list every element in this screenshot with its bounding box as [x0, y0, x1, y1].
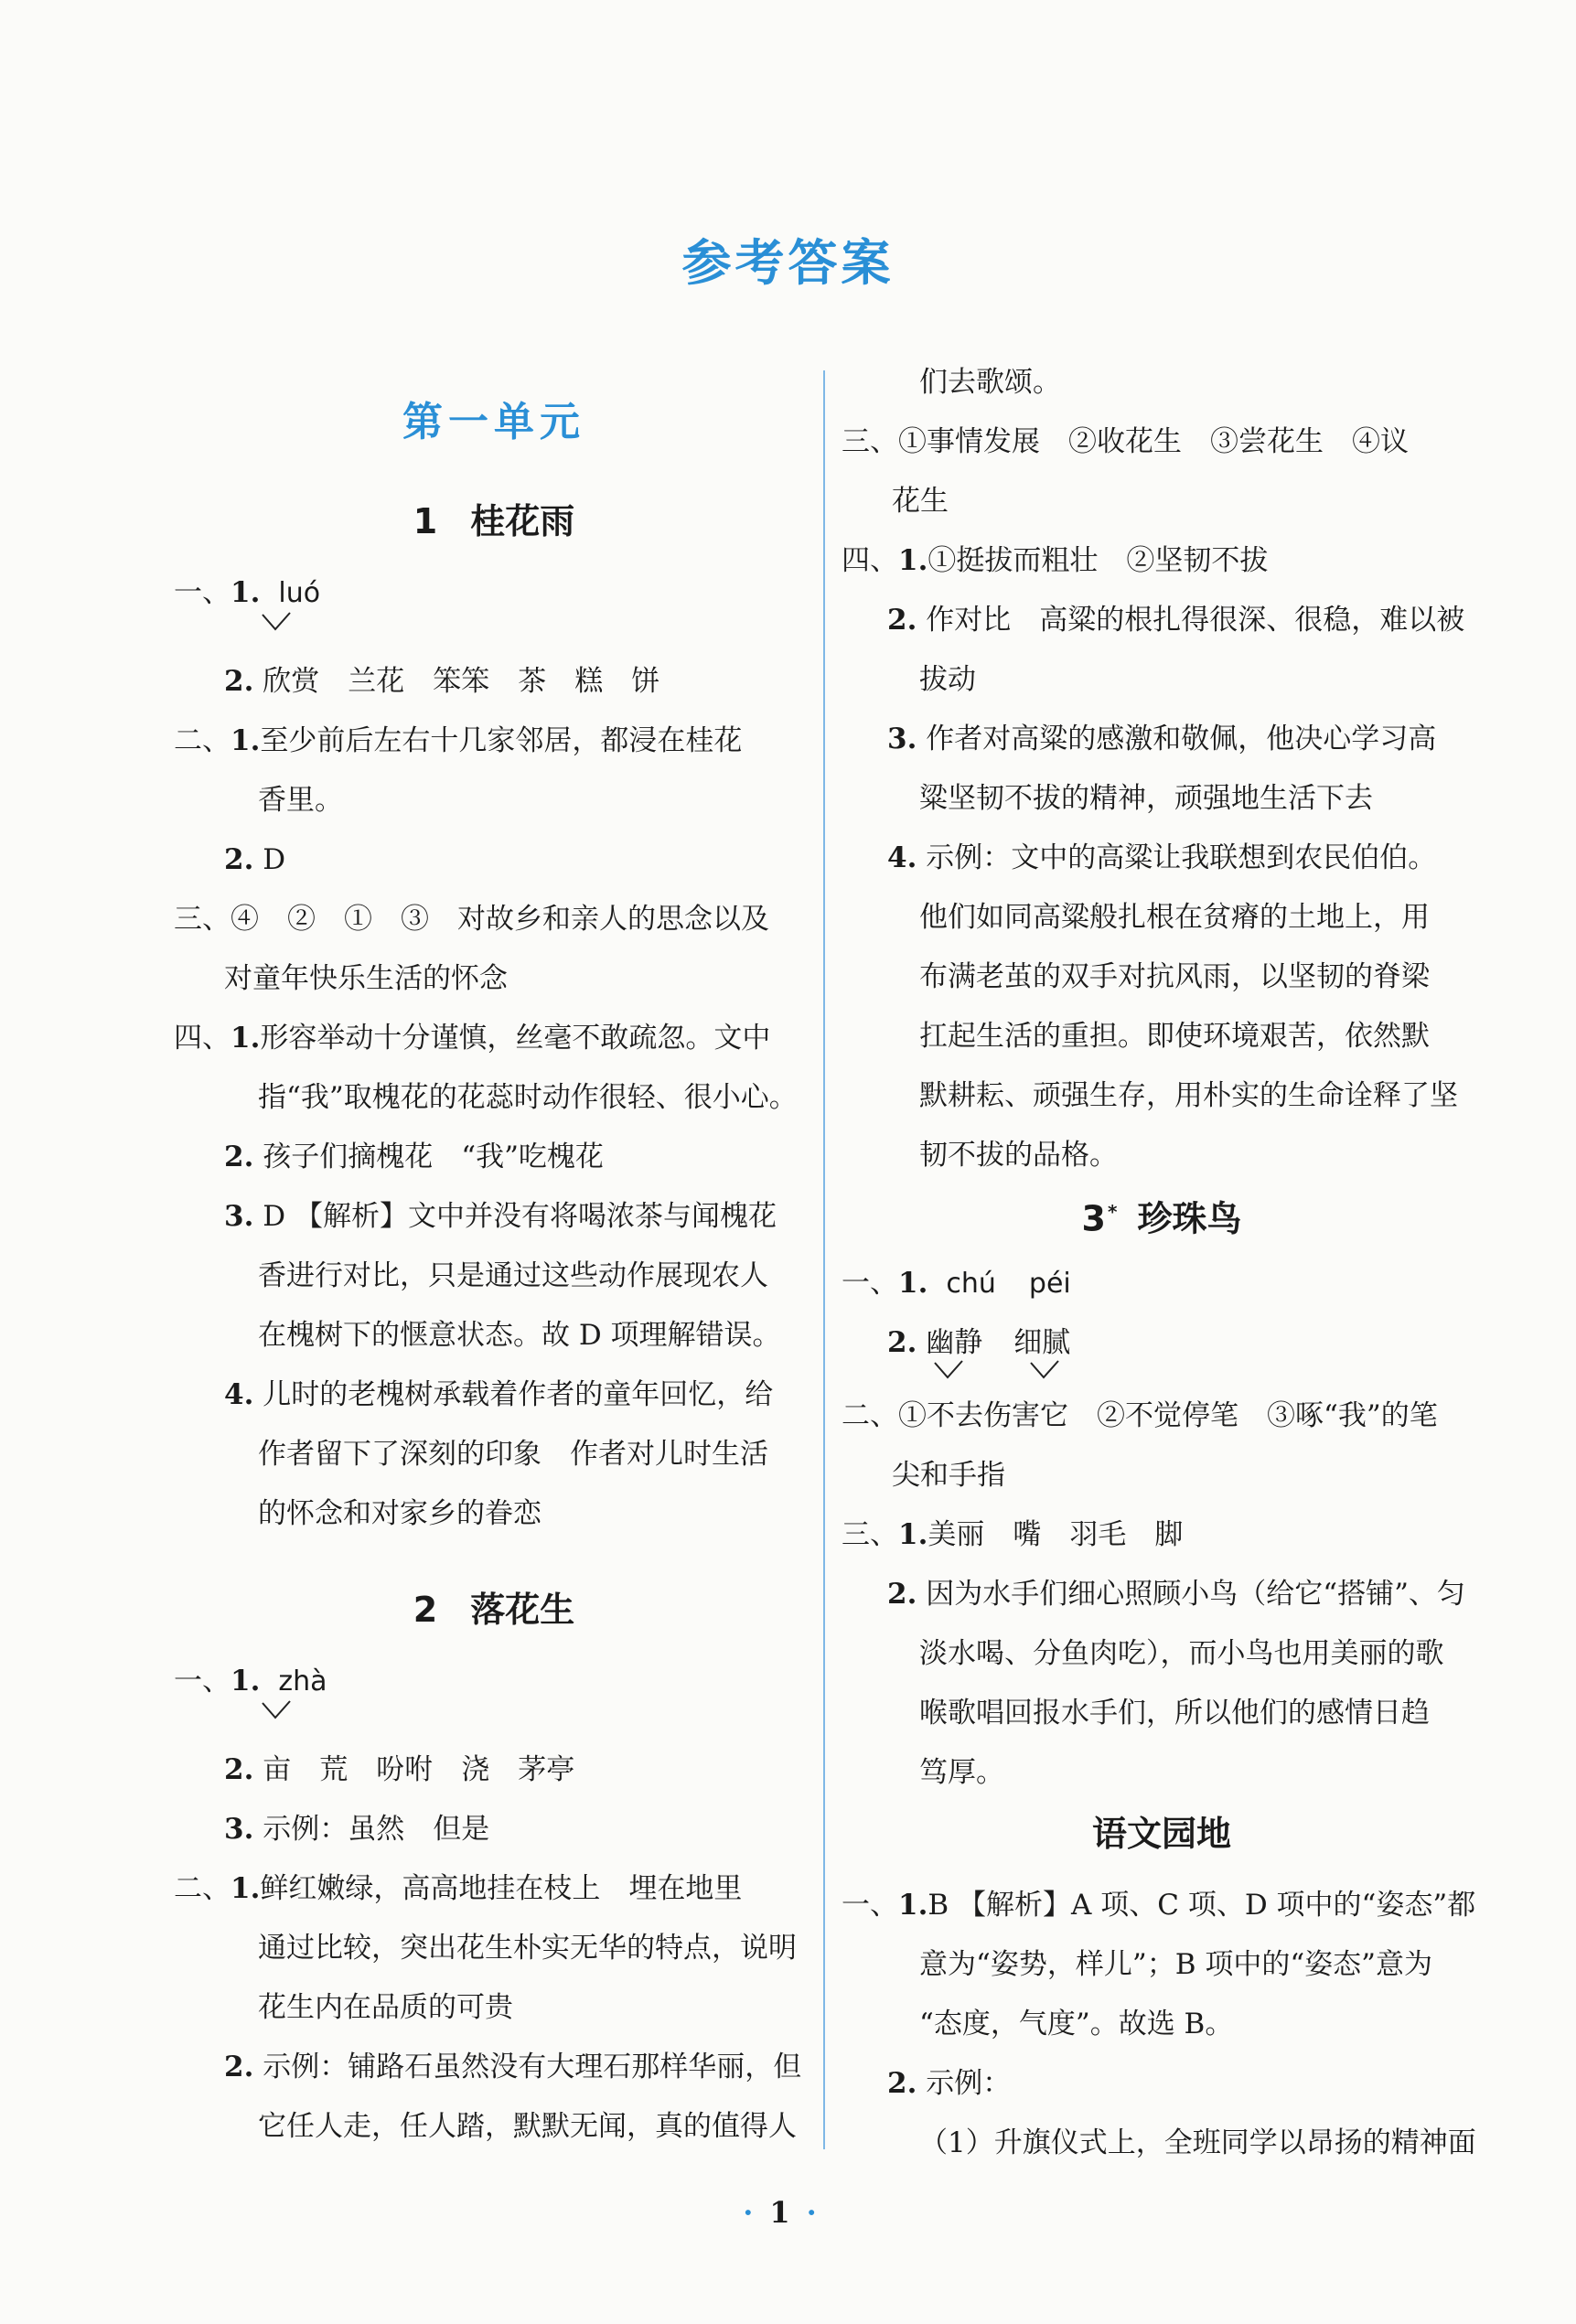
- answer-line: [174, 574, 320, 612]
- answer-text: 儿时的老槐树承载着作者的童年回忆，给: [263, 1378, 774, 1411]
- answer-text: 美丽 嘴 羽毛 脚: [927, 1518, 1184, 1551]
- answer-line: 意为“姿势，样儿”；B 项中的“姿态”意为: [919, 1948, 1433, 1981]
- answer-line: 的怀念和对家乡的眷恋: [258, 1497, 541, 1530]
- section-marker: 二、: [842, 1399, 898, 1432]
- answer-line: 指“我”取槐花的花蕊时动作很轻、很小心。: [258, 1081, 798, 1114]
- footer-dot-icon: ·: [743, 2195, 770, 2230]
- answer-line: [224, 1811, 489, 1847]
- answer-line: [887, 1324, 1070, 1361]
- item-number: 2.: [224, 665, 254, 698]
- answer-line: 香进行对比，只是通过这些动作展现农人: [258, 1259, 768, 1292]
- lesson-title-2: [174, 1587, 814, 1633]
- answer-line: [224, 1198, 777, 1235]
- answer-line: 通过比较，突出花生朴实无华的特点，说明: [258, 1932, 797, 1965]
- answer-line: [174, 1870, 742, 1907]
- answer-line: [842, 542, 1268, 579]
- answer-line: 对童年快乐生活的怀念: [224, 962, 508, 995]
- item-number: 1.: [231, 1022, 261, 1055]
- answer-text: 作者对高粱的感激和敬佩，他决心学习高: [926, 723, 1437, 755]
- section-marker: 二、: [174, 1872, 231, 1905]
- answer-line: [842, 1265, 1071, 1302]
- lesson-number: 3: [1081, 1198, 1106, 1239]
- section-marker: 三、: [842, 1518, 898, 1551]
- answer-text: ④ ② ① ③ 对故乡和亲人的思念以及: [231, 903, 769, 936]
- answer-text: ①挺拔而粗壮 ②坚韧不拔: [927, 544, 1269, 577]
- answer-line: [174, 723, 742, 759]
- answer-line: 布满老茧的双手对抗风雨，以坚韧的脊梁: [919, 960, 1430, 993]
- item-number: 3.: [224, 1813, 254, 1846]
- item-number: 1.: [898, 1267, 928, 1300]
- answer-line: [224, 1139, 604, 1175]
- answer-text: 形容举动十分谨慎，丝毫不敢疏忽。文中: [260, 1022, 771, 1055]
- answer-line: [224, 2049, 801, 2085]
- answer-text: B 【解析】A 项、C 项、D 项中的“姿态”都: [927, 1889, 1476, 1922]
- answer-line: 默耕耘、顽强生存，用朴实的生命诠释了坚: [919, 1079, 1458, 1112]
- answer-line: 韧不拔的品格。: [919, 1139, 1118, 1172]
- answer-text: 细腻: [1013, 1326, 1071, 1359]
- answer-line: [842, 423, 1409, 460]
- answer-line: 在槐树下的惬意状态。故 D 项理解错误。: [258, 1319, 781, 1352]
- item-number: 2.: [887, 604, 917, 637]
- lesson-name: 落花生: [470, 1590, 575, 1630]
- check-mark-icon: [261, 1699, 292, 1721]
- answer-line: [174, 1663, 327, 1700]
- answer-line: [887, 2065, 1011, 2102]
- check-mark-icon: [1029, 1359, 1060, 1381]
- answer-text: D 【解析】文中并没有将喝浓茶与闻槐花: [263, 1200, 777, 1233]
- answer-line: [842, 1398, 1438, 1434]
- item-number: 2.: [224, 2051, 254, 2083]
- answer-line: 喉歌唱回报水手们，所以他们的感情日趋: [919, 1697, 1430, 1730]
- answer-line: 花生: [892, 485, 949, 518]
- item-number: 2.: [224, 843, 254, 876]
- section-marker: 二、: [174, 724, 231, 757]
- optional-lesson-star: *: [1107, 1201, 1118, 1223]
- answer-line: 作者留下了深刻的印象 作者对儿时生活: [258, 1438, 768, 1471]
- answer-line: 扛起生活的重担。即使环境艰苦，依然默: [919, 1020, 1430, 1053]
- item-number: 4.: [224, 1378, 254, 1411]
- answer-line: 它任人走，任人踏，默默无闻，真的值得人: [258, 2110, 797, 2143]
- footer-dot-icon: ·: [806, 2195, 833, 2230]
- lesson-title-3: [842, 1189, 1482, 1242]
- unit-title: 第一单元: [402, 399, 585, 445]
- answer-line: [887, 602, 1464, 638]
- answer-line: 们去歌颂。: [919, 366, 1061, 399]
- item-number: 1.: [231, 1872, 261, 1905]
- answer-line: “态度，气度”。故选 B。: [919, 2008, 1234, 2040]
- answer-text: 欣赏 兰花 笨笨 茶 糕 饼: [263, 665, 660, 698]
- lesson-number: 1: [413, 501, 438, 541]
- pinyin-answer: péi: [1028, 1268, 1071, 1300]
- item-number: 1.: [231, 576, 261, 609]
- answer-text: D: [263, 843, 286, 876]
- answer-line: [887, 721, 1436, 757]
- item-number: 1.: [231, 1665, 261, 1697]
- section-marker: 三、: [174, 903, 231, 936]
- page-footer: [0, 2195, 1576, 2230]
- answer-line: [224, 1376, 773, 1413]
- column-divider: [823, 370, 825, 2149]
- answer-text: 亩 荒 吩咐 浇 茅亭: [263, 1753, 575, 1786]
- item-number: 4.: [887, 841, 917, 874]
- section-marker: 四、: [842, 544, 898, 577]
- answer-line: [174, 1020, 770, 1056]
- item-number: 1.: [898, 1889, 928, 1922]
- answer-line: [842, 1887, 1475, 1923]
- answer-line: [224, 1751, 574, 1788]
- lesson-title-4: [842, 1811, 1482, 1857]
- lesson-title-1: [174, 498, 814, 544]
- lesson-name: 桂花雨: [470, 501, 575, 541]
- answer-text: 幽静: [926, 1326, 983, 1359]
- answer-text: ①事情发展 ②收花生 ③尝花生 ④议: [898, 425, 1409, 458]
- answer-line: 粱坚韧不拔的精神，顽强地生活下去: [919, 782, 1373, 815]
- item-number: 1.: [231, 724, 261, 757]
- item-number: 2.: [887, 1326, 917, 1359]
- answer-line: [174, 901, 769, 937]
- lesson-name: 语文园地: [1091, 1814, 1231, 1854]
- answer-line: 花生内在品质的可贵: [258, 1991, 513, 2024]
- lesson-number: 2: [413, 1590, 438, 1630]
- answer-line: [224, 663, 659, 700]
- answer-line: 他们如同高粱般扎根在贫瘠的土地上，用: [919, 901, 1430, 934]
- section-marker: 一、: [842, 1267, 898, 1300]
- check-mark-icon: [261, 611, 292, 633]
- answer-text: 示例：铺路石虽然没有大理石那样华丽，但: [263, 2051, 802, 2083]
- pinyin-answer: chú: [946, 1268, 996, 1300]
- item-number: 3.: [224, 1200, 254, 1233]
- answer-text: 示例：文中的高粱让我联想到农民伯伯。: [926, 841, 1437, 874]
- page-title: 参考答案: [681, 233, 895, 292]
- answer-line: （1）升旗仪式上，全班同学以昂扬的精神面: [919, 2126, 1476, 2159]
- answer-line: [887, 840, 1436, 876]
- answer-line: [224, 841, 285, 878]
- item-number: 2.: [887, 2067, 917, 2100]
- lesson-name: 珍珠鸟: [1137, 1198, 1242, 1239]
- answer-line: 香里。: [258, 784, 343, 817]
- answer-line: 淡水喝、分鱼肉吃），而小鸟也用美丽的歌: [919, 1637, 1444, 1670]
- item-number: 2.: [887, 1578, 917, 1611]
- answer-text: 鲜红嫩绿，高高地挂在枝上 埋在地里: [260, 1872, 743, 1905]
- section-marker: 一、: [174, 576, 231, 609]
- item-number: 1.: [898, 1518, 928, 1551]
- item-number: 1.: [898, 544, 928, 577]
- answer-text: 示例：: [926, 2067, 1012, 2100]
- answer-text: ①不去伤害它 ②不觉停笔 ③啄“我”的笔: [898, 1399, 1438, 1432]
- section-marker: 三、: [842, 425, 898, 458]
- answer-line: 笃厚。: [919, 1756, 1004, 1789]
- answer-text: 因为水手们细心照顾小鸟（给它“搭铺”、匀: [926, 1578, 1465, 1611]
- item-number: 3.: [887, 723, 917, 755]
- answer-text: 示例：虽然 但是: [263, 1813, 490, 1846]
- check-mark-icon: [933, 1359, 964, 1381]
- answer-line: [887, 1576, 1465, 1612]
- page-number: 1: [769, 2195, 807, 2230]
- item-number: 2.: [224, 1753, 254, 1786]
- section-marker: 一、: [174, 1665, 231, 1697]
- answer-line: 拔动: [919, 663, 976, 696]
- item-number: 2.: [224, 1141, 254, 1173]
- answer-line: 尖和手指: [892, 1459, 1005, 1492]
- answer-line: [842, 1516, 1183, 1553]
- answer-text: 孩子们摘槐花 “我”吃槐花: [263, 1141, 604, 1173]
- answer-text: 作对比 高粱的根扎得很深、很稳，难以被: [926, 604, 1465, 637]
- section-marker: 四、: [174, 1022, 231, 1055]
- pinyin-answer: zhà: [278, 1665, 327, 1697]
- section-marker: 一、: [842, 1889, 898, 1922]
- answer-text: 至少前后左右十几家邻居，都浸在桂花: [260, 724, 743, 757]
- pinyin-answer: luó: [278, 577, 321, 609]
